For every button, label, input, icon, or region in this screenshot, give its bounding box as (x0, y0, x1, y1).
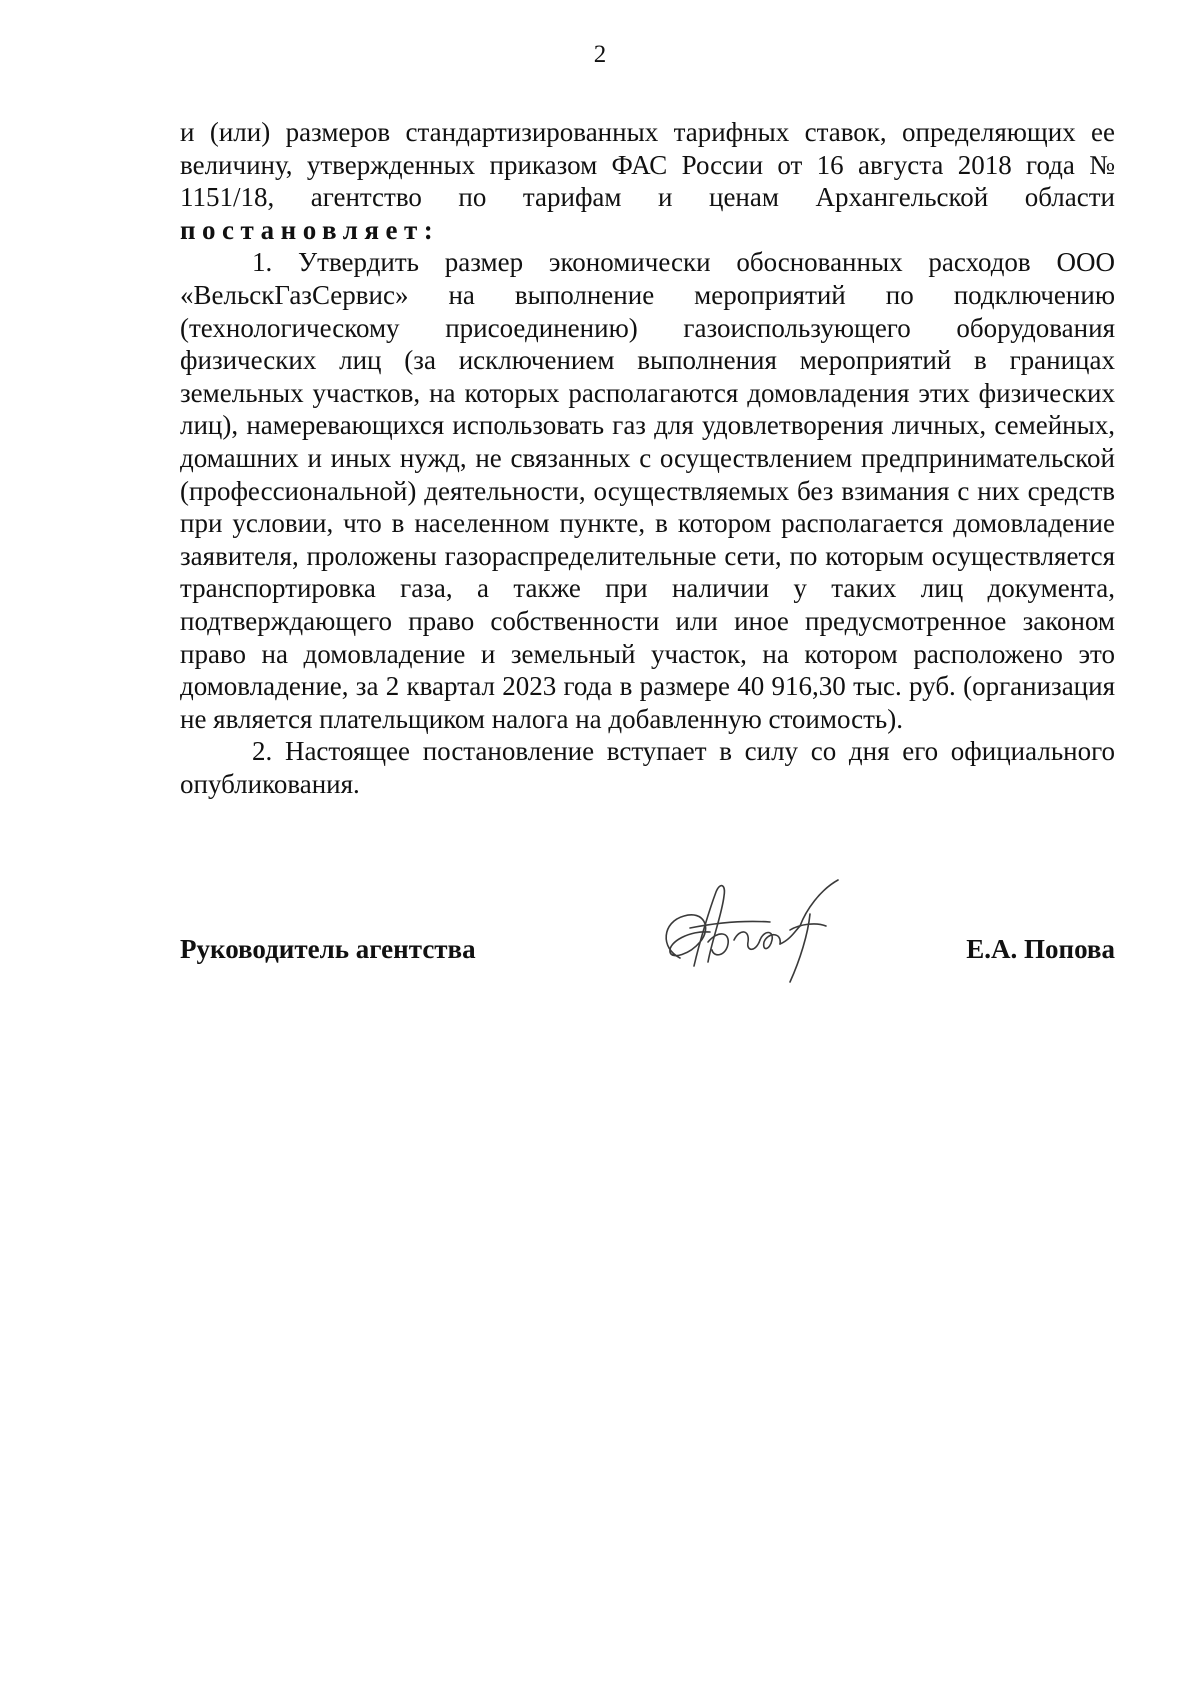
intro-paragraph (180, 116, 1115, 246)
handwritten-signature (650, 870, 860, 990)
signer-name: Е.А. Попова (966, 934, 1115, 964)
signature-block (180, 900, 1115, 990)
intro-text: и (или) размеров стандартизированных тарифных ставок, определяющих ее величину, утвержденных приказом ФАС России от 16 августа 2018 года № 1151/18, агентство по тарифам и ценам Архангельской области (180, 117, 1115, 213)
document-body (180, 116, 1115, 800)
clause-2: 2. Настоящее постановление вступает в силу со дня его официального опубликования. (180, 736, 1115, 799)
decision-keyword: постановляет: (180, 214, 440, 245)
page-number: 2 (593, 41, 607, 68)
signer-title: Руководитель агентства (180, 934, 476, 964)
clause-1: 1. Утвердить размер экономически обоснованных расходов ООО «ВельскГазСервис» на выполнение мероприятий по подключению (технологическому присоединению) газоиспользующего оборудования физических лиц (за исключением выполнения мероприятий в границах земельных участков, на которых располагаются домовладения этих физических лиц), намеревающихся использовать газ для удовлетворения личных, семейных, домашних и иных нужд, не связанных с осуществлением предпринимательской (профессиональной) деятельности, осуществляемых без взимания с них средств при условии, что в населенном пункте, в котором располагается домовладение заявителя, проложены газораспределительные сети, по которым осуществляется транспортировка газа, а также при наличии у таких лиц документа, подтверждающего право собственности или иное предусмотренное законом право на домовладение и земельный участок, на котором расположено это домовладение, за 2 квартал 2023 года в размере 40 916,30 тыс. руб. (организация не является плательщиком налога на добавленную стоимость). (180, 247, 1115, 734)
